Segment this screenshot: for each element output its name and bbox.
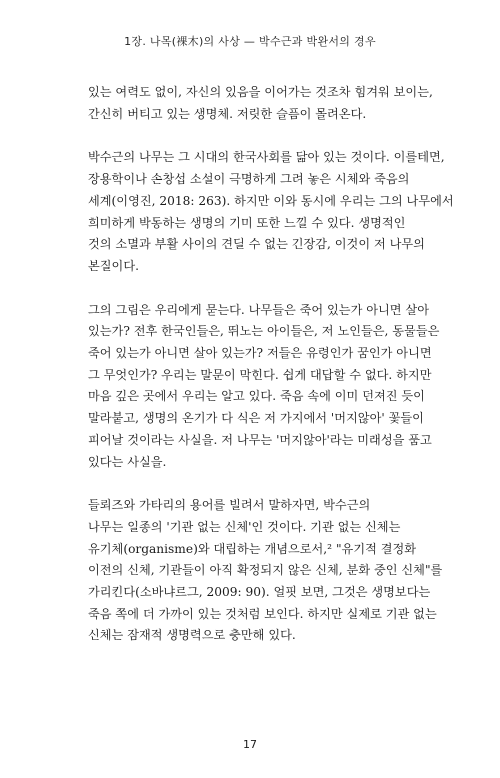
text-line: 그 무엇인가? 우리는 말문이 막힌다. 쉽게 대답할 수 없다. 하지만	[88, 367, 432, 382]
text-line: 것의 소멸과 부활 사이의 견딜 수 없는 긴장감, 이것이 저 나무의	[88, 237, 425, 252]
text-line: 죽어 있는가 아니면 살아 있는가? 저들은 유령인가 꿈인가 아니면	[88, 346, 432, 361]
text-line: 박수근의 나무는 그 시대의 한국사회를 닮아 있는 것이다. 이를테면,	[88, 150, 445, 165]
text-line: 유기체(organisme)와 대립하는 개념으로서,² "유기적 결정화	[88, 541, 417, 556]
text-line: 간신히 버티고 있는 생명체. 저릿한 슬픔이 몰려온다.	[88, 106, 367, 121]
text-line: 이전의 신체, 기관들이 아직 확정되지 않은 신체, 분화 중인 신체"를	[88, 563, 443, 578]
text-line: 있는 여력도 없이, 자신의 있음을 이어가는 것조차 힘겨워 보이는,	[88, 85, 433, 99]
text-line: 희미하게 박동하는 생명의 기미 또한 느낄 수 있다. 생명적인	[88, 215, 406, 230]
running-header: 1장. 나목(裸木)의 사상 — 박수근과 박완서의 경우	[124, 35, 376, 48]
text-line: 피어날 것이라는 사실을. 저 나무는 '머지않아'라는 미래성을 품고	[88, 432, 432, 447]
text-line: 세계(이영진, 2018: 263). 하지만 이와 동시에 우리는 그의 나무에서	[88, 193, 454, 208]
text-line: 있는가? 전후 한국인들은, 뛰노는 아이들은, 저 노인들은, 동물들은	[88, 324, 440, 339]
text-line: 장용학이나 손창섭 소설이 극명하게 그려 놓은 시체와 죽음의	[88, 172, 410, 187]
text-line: 본질이다.	[88, 258, 139, 273]
paragraph	[88, 495, 458, 647]
text-line: 마음 깊은 곳에서 우리는 알고 있다. 죽음 속에 이미 던져진 듯이	[88, 389, 425, 404]
text-line: 그의 그림은 우리에게 묻는다. 나무들은 죽어 있는가 아니면 살아	[88, 302, 429, 317]
text-line: 나무는 일종의 '기관 없는 신체'인 것이다. 기관 없는 신체는	[88, 519, 401, 534]
body-text	[88, 82, 458, 647]
text-line: 가리킨다(소바냐르그, 2009: 90). 얼핏 보면, 그것은 생명보다는	[88, 585, 431, 600]
text-line: 있다는 사실을.	[88, 454, 167, 469]
text-line: 신체는 잠재적 생명력으로 충만해 있다.	[88, 628, 296, 643]
paragraph	[88, 300, 458, 474]
text-line: 말라붙고, 생명의 온기가 다 식은 저 가지에서 '머지않아' 꽃들이	[88, 411, 424, 426]
paragraph	[88, 82, 458, 125]
page-number: 17	[243, 738, 257, 751]
text-line: 죽음 쪽에 더 가까이 있는 것처럼 보인다. 하지만 실제로 기관 없는	[88, 606, 437, 621]
paragraph	[88, 147, 458, 277]
text-line: 들뢰즈와 가타리의 용어를 빌려서 말하자면, 박수근의	[88, 498, 371, 513]
